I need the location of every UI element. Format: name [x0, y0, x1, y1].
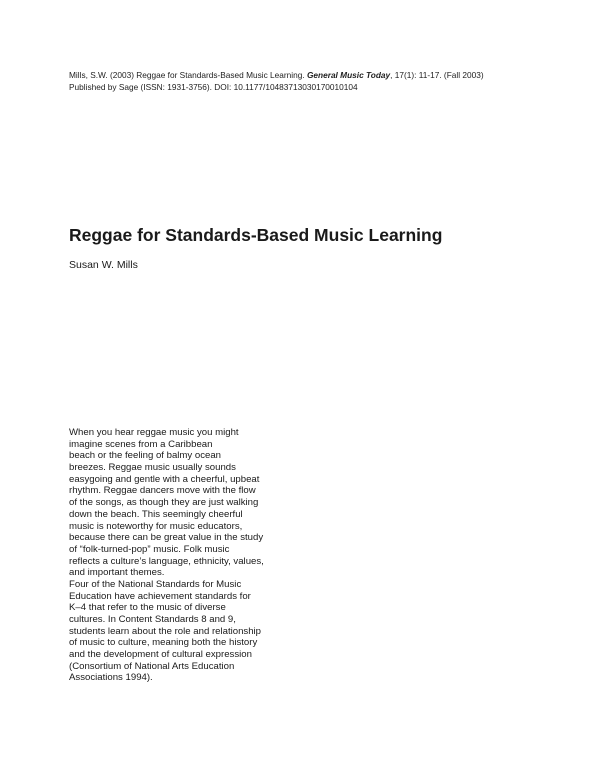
citation-line-1	[69, 69, 484, 81]
body-paragraph	[69, 427, 299, 684]
body-line: rhythm. Reggae dancers move with the flow	[69, 485, 256, 497]
body-line: Associations 1994).	[69, 672, 153, 684]
body-line: When you hear reggae music you might	[69, 427, 239, 438]
body-line: and the development of cultural expression	[69, 649, 252, 661]
body-line: easygoing and gentle with a cheerful, upbeat	[69, 473, 260, 485]
citation-prefix: Mills, S.W. (2003) Reggae for Standards-Based Music Learning.	[69, 70, 307, 80]
body-line: cultures. In Content Standards 8 and 9,	[69, 614, 236, 625]
body-line: down the beach. This seemingly cheerful	[69, 508, 243, 520]
article-title: Reggae for Standards-Based Music Learning	[69, 225, 443, 245]
citation-journal: General Music Today	[306, 70, 391, 80]
body-line: students learn about the role and relationship	[69, 625, 262, 637]
body-line: and important themes.	[69, 567, 165, 579]
body-line: of music to culture, meaning both the history	[69, 637, 258, 649]
body-line: breezes. Reggae music usually sounds	[69, 462, 236, 474]
citation-suffix: , 17(1): 11-17. (Fall 2003)	[390, 70, 484, 80]
body-line: beach or the feeling of balmy ocean	[69, 450, 222, 462]
body-line: K–4 that refer to the music of diverse	[69, 602, 226, 614]
body-line: (Consortium of National Arts Education	[69, 660, 235, 672]
body-line: reflects a culture’s language, ethnicity, values,	[69, 555, 264, 567]
body-line: music is noteworthy for music educators,	[69, 520, 243, 532]
body-line: Education have achievement standards for	[69, 590, 251, 602]
body-line: because there can be great value in the study	[69, 532, 264, 544]
citation-line-2: Published by Sage (ISSN: 1931-3756). DOI: 10.1177/10483713030170010104	[69, 82, 358, 92]
body-line: Four of the National Standards for Music	[69, 578, 242, 590]
body-line: of the songs, as though they are just walking	[69, 497, 259, 509]
body-line: of “folk-turned-pop” music. Folk music	[69, 543, 230, 555]
citation-block	[69, 69, 484, 93]
author-name: Susan W. Mills	[69, 259, 138, 271]
body-line: imagine scenes from a Caribbean	[69, 438, 213, 450]
